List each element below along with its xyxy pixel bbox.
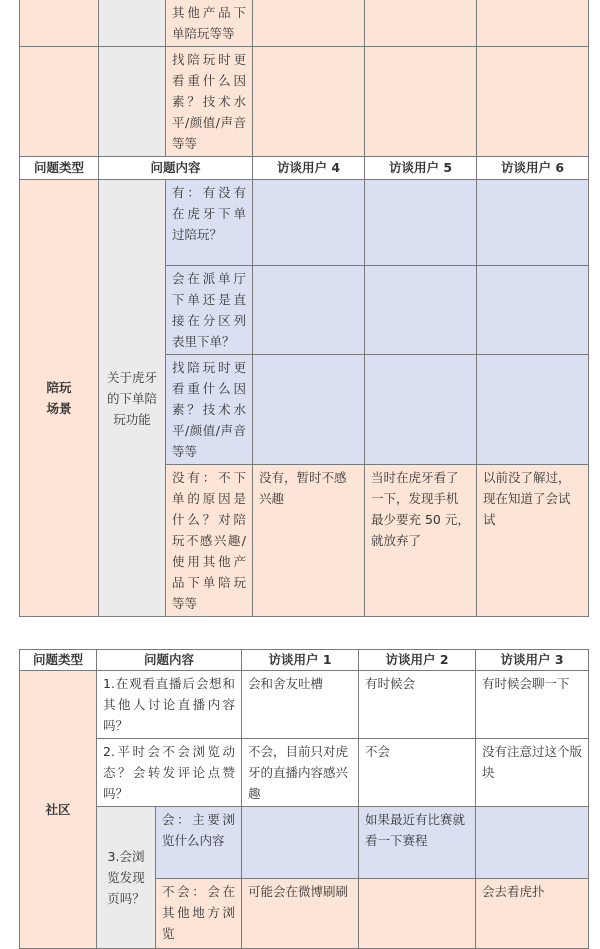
header-user-6: 访谈用户 6 [477, 157, 589, 180]
answer-cell [477, 47, 589, 157]
header-user-1: 访谈用户 1 [242, 650, 359, 671]
question-3-label: 3.会浏览发现页吗？ [107, 849, 145, 906]
answer-cell [477, 0, 589, 47]
answer-cell [242, 807, 359, 879]
question-cell: 1.在观看直播后会想和其他人讨论直播内容吗？ [97, 671, 242, 739]
answer-cell: 没有，暂时不感兴趣 [253, 465, 365, 617]
answer-cell: 可能会在微博刷刷 [242, 879, 359, 949]
answer-cell: 如果最近有比赛就看一下赛程 [359, 807, 476, 879]
answer-cell [365, 47, 477, 157]
header-user-3: 访谈用户 3 [476, 650, 589, 671]
sub-question-cell: 不会：会在其他地方浏览 [156, 879, 242, 949]
answer-cell [477, 266, 589, 355]
question-cell: 2.平时会不会浏览动态？会转发评论点赞吗？ [97, 739, 242, 807]
header-question-content: 问题内容 [99, 157, 253, 180]
answer-cell [253, 47, 365, 157]
answer-cell [365, 355, 477, 465]
type-cell-continued [20, 0, 99, 47]
answer-cell: 不会 [359, 739, 476, 807]
answer-cell [365, 180, 477, 266]
question-type-label: 社区 [45, 802, 71, 817]
header-user-5: 访谈用户 5 [365, 157, 477, 180]
sub-question-cell: 会：主要浏览什么内容 [156, 807, 242, 879]
topic-label: 关于虎牙的下单陪玩功能 [106, 369, 157, 427]
header-question-content: 问题内容 [97, 650, 242, 671]
question-cell: 有：有没有在虎牙下单过陪玩？ [166, 180, 253, 266]
answer-cell [253, 266, 365, 355]
header-user-4: 访谈用户 4 [253, 157, 365, 180]
question-type-cell [20, 180, 99, 617]
answer-cell [365, 266, 477, 355]
answer-cell: 有时候会聊一下 [476, 671, 589, 739]
topic-cell-continued [99, 47, 166, 157]
header-question-type: 问题类型 [20, 157, 99, 180]
answer-cell: 当时在虎牙看了一下，发现手机最少要充 50 元，就放弃了 [365, 465, 477, 617]
topic-cell [99, 180, 166, 617]
answer-cell: 以前没了解过，现在知道了会试试 [477, 465, 589, 617]
answer-cell: 不会，目前只对虎牙的直播内容感兴趣 [242, 739, 359, 807]
answer-cell [253, 180, 365, 266]
answer-cell [477, 180, 589, 266]
answer-cell [253, 355, 365, 465]
type-cell-continued [20, 47, 99, 157]
question-cell: 找陪玩时更看重什么因素？技术水平/颜值/声音等等 [166, 47, 253, 157]
answer-cell: 有时候会 [359, 671, 476, 739]
question-type-label: 陪玩场景 [46, 380, 72, 416]
answer-cell [253, 0, 365, 47]
answer-cell [476, 807, 589, 879]
header-user-2: 访谈用户 2 [359, 650, 476, 671]
question-cell: 其他产品下单陪玩等等 [166, 0, 253, 47]
question-type-cell [20, 671, 97, 949]
question-3-cell [97, 807, 156, 949]
answer-cell [359, 879, 476, 949]
answer-cell: 会去看虎扑 [476, 879, 589, 949]
header-question-type: 问题类型 [20, 650, 97, 671]
question-cell: 会在派单厅下单还是直接在分区列表里下单？ [166, 266, 253, 355]
question-cell: 没有：不下单的原因是什么？对陪玩不感兴趣/使用其他产品下单陪玩等等 [166, 465, 253, 617]
answer-cell [365, 0, 477, 47]
answer-cell: 会和舍友吐槽 [242, 671, 359, 739]
topic-cell-continued [99, 0, 166, 47]
interview-table-a [19, 0, 589, 617]
answer-cell: 没有注意过这个版块 [476, 739, 589, 807]
question-cell: 找陪玩时更看重什么因素？技术水平/颜值/声音等等 [166, 355, 253, 465]
answer-cell [477, 355, 589, 465]
interview-table-b [19, 649, 589, 949]
